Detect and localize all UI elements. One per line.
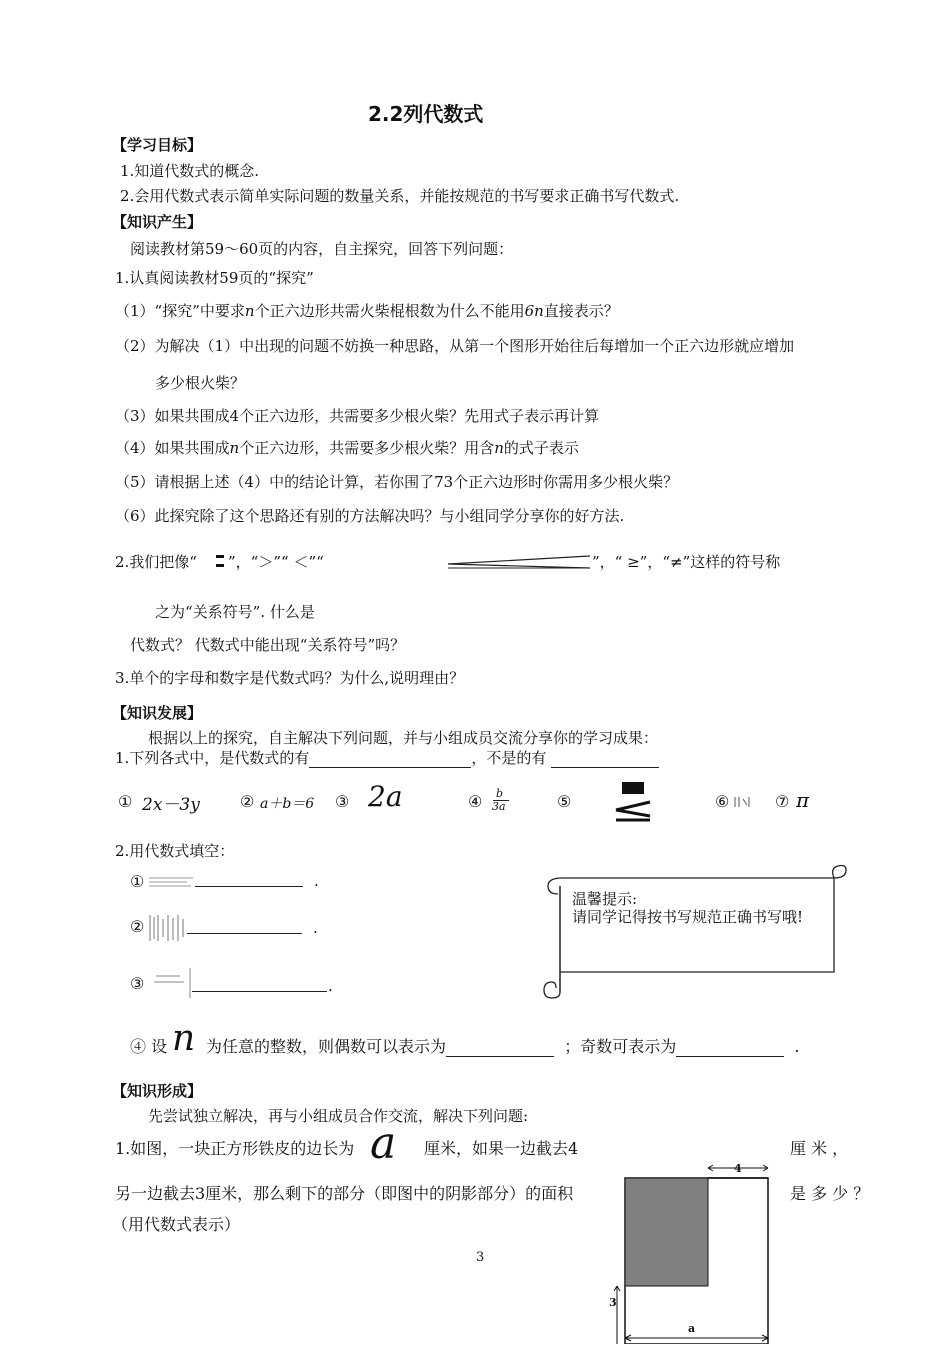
origin-q2-a: 2.我们把像“ [115, 553, 197, 571]
expr-5-glyph [608, 780, 658, 824]
origin-q1-4a: （4）如果共围成 [115, 439, 230, 457]
origin-q1-1a: （1）“探究”中要求 [115, 302, 245, 320]
fill-dot-2: . [313, 919, 318, 937]
origin-q1-1 [115, 300, 619, 321]
fill-answer-2[interactable] [187, 917, 302, 934]
fill-answer-1[interactable] [195, 870, 303, 887]
section-heading-goals: 【学习目标】 [112, 136, 203, 154]
expr-label-5: ⑤ [557, 792, 572, 811]
page-number: 3 [476, 1250, 485, 1265]
var-n: n [244, 302, 255, 320]
form-q1-c: 厘 米 ， [790, 1139, 849, 1158]
fill-dot-3: . [328, 977, 333, 995]
answer-blank-even[interactable] [446, 1040, 554, 1057]
fill-dot-1: . [314, 872, 319, 890]
figure-label-left: 3 [609, 1296, 617, 1309]
form-q1-a: 1.如图，一块正方形铁皮的边长为 [115, 1139, 355, 1158]
var-n-large: n [172, 1018, 196, 1059]
expr-label-7: ⑦ [775, 792, 790, 811]
fill-prompt-1-glyph [147, 874, 195, 888]
origin-q1-4b: 个正六边形，共需要多少根火柴？用含 [239, 439, 495, 457]
less-equal-glyph [446, 552, 592, 570]
tip-title: 温馨提示: [572, 890, 638, 908]
develop-q1-a: 1.下列各式中，是代数式的有 [115, 749, 310, 767]
origin-q1-2b: 多少根火柴？ [155, 374, 246, 392]
develop-q4-dot: . [794, 1037, 800, 1056]
form-intro: 先尝试独立解决，再与小组成员合作交流，解决下列问题: [148, 1107, 529, 1125]
figure-label-bottom: a [688, 1322, 696, 1335]
expr-label-1: ① [118, 792, 133, 811]
equals-symbol-glyph [214, 554, 226, 568]
goal-2: 2.会用代数式表示简单实际问题的数量关系，并能按规范的书写要求正确书写代数式. [120, 187, 680, 205]
expr-3: 2a [368, 780, 403, 813]
var-n: n [229, 439, 240, 457]
expr-1: 2x－3y [142, 795, 200, 815]
expr-6n: 6n [524, 302, 544, 320]
figure-label-top: 4 [734, 1162, 742, 1175]
fill-answer-3[interactable] [192, 975, 327, 992]
tip-scroll-frame [542, 864, 852, 999]
answer-blank-algebraic[interactable] [309, 751, 471, 768]
origin-q3: 3.单个的字母和数字是代数式吗？为什么,说明理由？ [115, 669, 465, 687]
expr-4-denominator: 3a [492, 800, 506, 813]
fill-prompt-3-glyph [150, 966, 194, 1000]
origin-q2-c: ”，“ ≥”，“≠”这样的符号称 [592, 553, 781, 571]
answer-blank-not-algebraic[interactable] [551, 751, 659, 768]
var-n: n [494, 439, 504, 457]
section-heading-origin: 【知识产生】 [112, 213, 203, 231]
expr-2: a＋b＝6 [260, 796, 315, 812]
form-q1-f: （用代数式表示） [112, 1215, 241, 1234]
develop-intro: 根据以上的探究，自主解决下列问题，并与小组成员交流分享你的学习成果： [148, 729, 659, 747]
answer-blank-odd[interactable] [676, 1040, 784, 1057]
origin-q1-2a: （2）为解决（1）中出现的问题不妨换一种思路，从第一个图形开始往后每增加一个正六边形就应增加 [115, 337, 795, 355]
develop-q4-line [206, 1034, 799, 1057]
origin-q1-4c: 的式子表示 [503, 439, 579, 457]
origin-intro: 阅读教材第59～60页的内容，自主探究，回答下列问题： [130, 240, 514, 258]
expr-label-2: ② [240, 792, 255, 811]
develop-q4-c: ；奇数可表示为 [564, 1037, 677, 1056]
fill-label-2: ② [130, 917, 145, 936]
origin-q1-4 [115, 437, 579, 458]
expr-label-6: ⑥ [715, 792, 730, 811]
expr-7: π [796, 788, 810, 812]
origin-q1-title: 1.认真阅读教材59页的“探究” [115, 269, 314, 287]
develop-q2: 2.用代数式填空： [115, 842, 235, 860]
expr-label-4: ④ [468, 792, 483, 811]
fill-label-1: ① [130, 872, 145, 891]
form-q1-b: 厘米，如果一边截去4 [424, 1139, 579, 1158]
form-q1-e: 是 多 少 ？ [790, 1184, 870, 1203]
develop-q4-b: 为任意的整数，则偶数可以表示为 [206, 1037, 447, 1056]
page-title: 2.2列代数式 [368, 102, 484, 126]
fill-prompt-2-glyph [147, 913, 187, 943]
origin-q2-d: 之为“关系符号”. 什么是 [155, 603, 315, 621]
fill-label-3: ③ [130, 974, 145, 993]
develop-q4-a: ④ 设 [130, 1037, 168, 1056]
form-q1-d: 另一边截去3厘米，那么剩下的部分（即图中的阴影部分）的面积 [115, 1184, 574, 1203]
expr-6-glyph [733, 795, 753, 809]
origin-q1-1c: 直接表示？ [543, 302, 619, 320]
expr-label-3: ③ [335, 792, 350, 811]
origin-q1-5: （5）请根据上述（4）中的结论计算，若你围了73个正六边形时你需用多少根火柴？ [115, 473, 679, 491]
origin-q1-1b: 个正六边形共需火柴棍根数为什么不能用 [254, 302, 525, 320]
var-a-large: a [370, 1118, 397, 1169]
origin-q2-e: 代数式？ 代数式中能出现“关系符号”吗？ [130, 636, 406, 654]
origin-q1-3: （3）如果共围成4个正六边形，共需要多少根火柴？先用式子表示再计算 [115, 407, 600, 425]
section-heading-develop: 【知识发展】 [112, 704, 203, 722]
tip-body: 请同学记得按书写规范正确书写哦! [572, 908, 804, 926]
square-figure [605, 1160, 775, 1344]
origin-q1-6: （6）此探究除了这个思路还有别的方法解决吗？与小组同学分享你的好方法. [115, 507, 625, 525]
develop-q1 [115, 747, 659, 768]
section-heading-form: 【知识形成】 [112, 1082, 203, 1100]
origin-q2-b: ”，“＞”“ ＜”“ [228, 553, 324, 571]
expr-4-numerator: b [496, 787, 504, 800]
develop-q1-b: ，不是的有 [471, 749, 547, 767]
goal-1: 1.知道代数式的概念. [120, 162, 260, 180]
